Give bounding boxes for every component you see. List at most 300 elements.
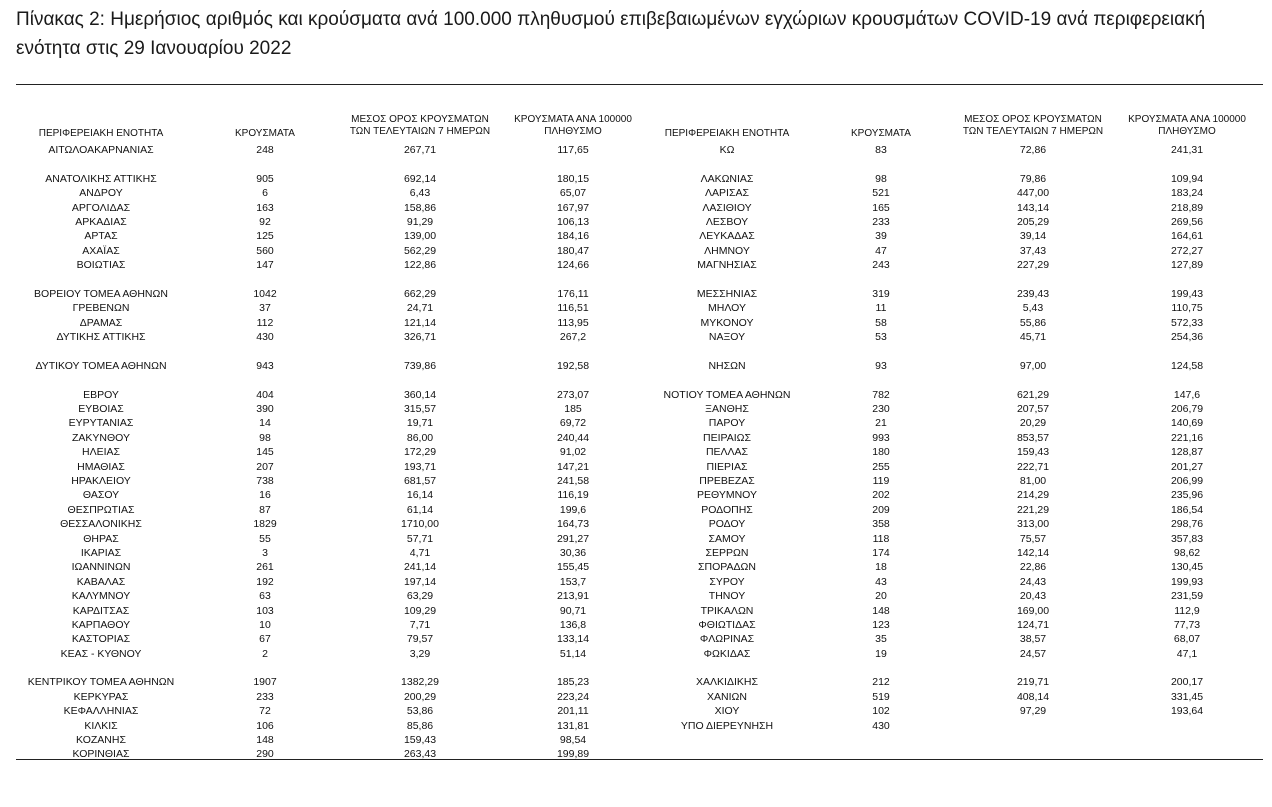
left-region-cell: ΗΡΑΚΛΕΙΟΥ: [71, 474, 131, 487]
right-cases-cell: 243: [872, 259, 890, 272]
right-avg7-cell: 143,14: [1016, 201, 1050, 214]
left-region-cell: ΘΕΣΣΑΛΟΝΙΚΗΣ: [60, 518, 142, 531]
header-per100k-right: [1112, 114, 1262, 138]
right-region-cell: ΤΗΝΟΥ: [708, 590, 746, 603]
right-region-cell: ΤΡΙΚΑΛΩΝ: [700, 604, 754, 617]
left-region-cell: ΑΙΤΩΛΟΑΚΑΡΝΑΝΙΑΣ: [48, 144, 154, 156]
left-avg7-cell: 326,71: [403, 331, 437, 344]
left-per100k-cell: 241,58: [556, 474, 590, 487]
table-row: [0, 172, 1272, 186]
table-row: [0, 143, 1272, 157]
right-region-cell: ΛΑΚΩΝΙΑΣ: [700, 172, 754, 185]
right-per100k-cell: 298,76: [1170, 518, 1204, 531]
left-per100k-cell: 201,11: [557, 705, 589, 718]
left-cases-cell: 63: [259, 590, 271, 603]
document-title: Πίνακας 2: Ημερήσιος αριθμός και κρούσματα ανά 100.000 πληθυσμού επιβεβαιωμένων εγχώριων κρουσμάτων COVID-19 ανά περιφερειακή ενότητα στις 29 Ιανουαρίου 2022: [16, 9, 1206, 59]
left-cases-cell: 261: [256, 561, 274, 574]
right-cases-cell: 209: [872, 503, 890, 516]
header-cases-left: ΚΡΟΥΣΜΑΤΑ: [235, 128, 295, 139]
left-cases-cell: 103: [256, 604, 274, 617]
right-avg7-cell: 214,29: [1016, 489, 1050, 502]
right-per100k-cell: 124,58: [1170, 359, 1204, 372]
left-region-cell: ΓΡΕΒΕΝΩΝ: [72, 302, 130, 315]
table-row: [0, 201, 1272, 215]
left-avg7-cell: 692,14: [403, 172, 437, 185]
left-region-cell: ΕΒΡΟΥ: [83, 388, 119, 401]
left-region-cell: ΑΡΤΑΣ: [84, 230, 118, 243]
left-avg7-cell: 3,29: [409, 647, 431, 660]
right-avg7-cell: 24,43: [1019, 575, 1047, 588]
table-row: [0, 675, 1272, 689]
left-per100k-cell: 147,21: [556, 460, 590, 473]
right-avg7-cell: 97,29: [1019, 705, 1047, 718]
right-cases-cell: 123: [872, 618, 890, 631]
left-cases-cell: 16: [259, 489, 271, 502]
left-avg7-cell: 121,14: [403, 316, 437, 329]
table-row: [0, 215, 1272, 229]
table-row: [0, 647, 1272, 661]
left-avg7-cell: 158,86: [403, 201, 437, 214]
right-cases-cell: 255: [872, 460, 890, 473]
table-row: [0, 719, 1272, 733]
right-cases-cell: 521: [872, 187, 890, 200]
header-avg-right-line2: ΤΩΝ ΤΕΛΕΥΤΑΙΩΝ 7 ΗΜΕΡΩΝ: [962, 126, 1104, 137]
left-per100k-cell: 180,47: [556, 244, 590, 257]
right-region-cell: ΧΙΟΥ: [714, 705, 740, 718]
right-per100k-cell: 206,79: [1170, 403, 1204, 416]
left-cases-cell: 147: [256, 259, 274, 272]
right-per100k-cell: 77,73: [1173, 618, 1201, 631]
left-region-cell: ΔΥΤΙΚΗΣ ΑΤΤΙΚΗΣ: [56, 331, 146, 344]
right-region-cell: ΧΑΛΚΙΔΙΚΗΣ: [696, 676, 758, 689]
right-region-cell: ΜΕΣΣΗΝΙΑΣ: [696, 287, 758, 300]
table-row: [0, 560, 1272, 574]
left-avg7-cell: 200,29: [403, 690, 437, 703]
right-cases-cell: 39: [875, 230, 887, 243]
right-region-cell: ΞΑΝΘΗΣ: [705, 403, 749, 416]
left-per100k-cell: 223,24: [556, 690, 590, 703]
right-region-cell: ΦΛΩΡΙΝΑΣ: [699, 633, 755, 646]
table-row: [0, 704, 1272, 718]
left-per100k-cell: 199,6: [559, 503, 587, 516]
left-region-cell: ΖΑΚΥΝΘΟΥ: [71, 431, 130, 444]
left-per100k-cell: 199,89: [556, 748, 590, 761]
left-per100k-cell: 180,15: [556, 172, 590, 185]
right-region-cell: ΠΕΛΛΑΣ: [705, 446, 749, 459]
left-avg7-cell: 360,14: [403, 388, 437, 401]
right-region-cell: ΛΗΜΝΟΥ: [704, 244, 750, 257]
header-region-right: ΠΕΡΙΦΕΡΕΙΑΚΗ ΕΝΟΤΗΤΑ: [664, 128, 790, 139]
left-region-cell: ΘΗΡΑΣ: [83, 532, 119, 545]
table-row: [0, 316, 1272, 330]
right-avg7-cell: 227,29: [1016, 259, 1050, 272]
left-region-cell: ΗΛΕΙΑΣ: [81, 446, 120, 459]
right-per100k-cell: 200,17: [1170, 676, 1204, 689]
table-row: [0, 258, 1272, 272]
right-per100k-cell: 201,27: [1170, 460, 1204, 473]
right-avg7-cell: 142,14: [1016, 546, 1050, 559]
right-cases-cell: 43: [875, 575, 887, 588]
right-cases-cell: 11: [875, 302, 887, 315]
right-avg7-cell: 20,29: [1019, 417, 1047, 430]
right-avg7-cell: 72,86: [1019, 144, 1047, 156]
left-per100k-cell: 113,95: [557, 316, 589, 329]
left-cases-cell: 6: [262, 187, 268, 200]
right-per100k-cell: 357,83: [1170, 532, 1204, 545]
left-cases-cell: 72: [259, 705, 271, 718]
right-region-cell: ΝΗΣΩΝ: [708, 359, 746, 372]
left-avg7-cell: 109,29: [403, 604, 437, 617]
left-per100k-cell: 155,45: [556, 561, 590, 574]
left-per100k-cell: 131,81: [556, 719, 590, 732]
left-cases-cell: 148: [256, 734, 274, 747]
right-per100k-cell: 112,9: [1174, 604, 1200, 617]
left-region-cell: ΚΕΦΑΛΛΗΝΙΑΣ: [63, 705, 139, 718]
right-cases-cell: 18: [875, 561, 887, 574]
right-avg7-cell: 169,00: [1016, 604, 1050, 617]
left-cases-cell: 112: [256, 316, 274, 329]
right-region-cell: ΥΠΟ ΔΙΕΡΕΥΝΗΣΗ: [680, 719, 774, 732]
header-per100k-left: [498, 114, 648, 138]
left-region-cell: ΑΡΓΟΛΙΔΑΣ: [71, 201, 131, 214]
right-cases-cell: 35: [875, 633, 887, 646]
right-region-cell: ΡΕΘΥΜΝΟΥ: [696, 489, 757, 502]
right-cases-cell: 993: [872, 431, 890, 444]
left-region-cell: ΚΟΖΑΝΗΣ: [76, 734, 126, 747]
left-per100k-cell: 51,14: [559, 647, 587, 660]
left-avg7-cell: 7,71: [409, 618, 431, 631]
right-cases-cell: 165: [872, 201, 890, 214]
left-avg7-cell: 193,71: [403, 460, 437, 473]
table-top-rule: [16, 84, 1263, 85]
left-avg7-cell: 159,43: [403, 734, 437, 747]
left-region-cell: ΘΕΣΠΡΩΤΙΑΣ: [67, 503, 135, 516]
right-per100k-cell: 186,54: [1170, 503, 1204, 516]
left-avg7-cell: 263,43: [403, 748, 437, 761]
left-per100k-cell: 90,71: [559, 604, 587, 617]
left-avg7-cell: 681,57: [403, 474, 437, 487]
right-per100k-cell: 241,31: [1170, 144, 1204, 156]
right-cases-cell: 102: [872, 705, 890, 718]
left-region-cell: ΒΟΙΩΤΙΑΣ: [76, 259, 126, 272]
left-per100k-cell: 65,07: [559, 187, 587, 200]
left-region-cell: ΚΕΝΤΡΙΚΟΥ ΤΟΜΕΑ ΑΘΗΝΩΝ: [27, 676, 175, 689]
right-avg7-cell: 159,43: [1016, 446, 1050, 459]
right-avg7-cell: 221,29: [1016, 503, 1050, 516]
header-cases-right: ΚΡΟΥΣΜΑΤΑ: [851, 128, 911, 139]
left-per100k-cell: 116,51: [557, 302, 589, 315]
right-region-cell: ΝΑΞΟΥ: [708, 331, 746, 344]
right-region-cell: ΠΙΕΡΙΑΣ: [706, 460, 748, 473]
left-avg7-cell: 662,29: [403, 287, 437, 300]
left-cases-cell: 390: [256, 403, 274, 416]
header-avg-right: [958, 114, 1108, 138]
left-cases-cell: 2: [262, 647, 268, 660]
right-avg7-cell: 37,43: [1019, 244, 1047, 257]
left-avg7-cell: 16,14: [406, 489, 434, 502]
table-row: [0, 604, 1272, 618]
right-per100k-cell: 164,61: [1170, 230, 1204, 243]
table-row: [0, 359, 1272, 373]
left-cases-cell: 233: [256, 690, 274, 703]
left-region-cell: ΚΑΒΑΛΑΣ: [76, 575, 126, 588]
left-per100k-cell: 291,27: [556, 532, 590, 545]
left-region-cell: ΙΚΑΡΙΑΣ: [80, 546, 122, 559]
left-avg7-cell: 91,29: [406, 215, 434, 228]
left-region-cell: ΕΥΡΥΤΑΝΙΑΣ: [68, 417, 134, 430]
left-per100k-cell: 192,58: [556, 359, 590, 372]
right-cases-cell: 319: [872, 287, 890, 300]
left-per100k-cell: 176,11: [557, 287, 589, 300]
right-per100k-cell: 331,45: [1170, 690, 1204, 703]
left-region-cell: ΑΝΑΤΟΛΙΚΗΣ ΑΤΤΙΚΗΣ: [45, 172, 157, 185]
left-per100k-cell: 116,19: [557, 489, 589, 502]
left-cases-cell: 943: [256, 359, 274, 372]
right-avg7-cell: 81,00: [1019, 474, 1047, 487]
right-per100k-cell: 183,24: [1170, 187, 1204, 200]
left-per100k-cell: 153,7: [559, 575, 587, 588]
right-per100k-cell: 193,64: [1170, 705, 1204, 718]
right-avg7-cell: 219,71: [1016, 676, 1050, 689]
right-avg7-cell: 408,14: [1016, 690, 1050, 703]
left-cases-cell: 37: [259, 302, 271, 315]
left-region-cell: ΑΝΔΡΟΥ: [79, 187, 123, 200]
left-avg7-cell: 53,86: [406, 705, 434, 718]
right-region-cell: ΣΕΡΡΩΝ: [705, 546, 749, 559]
right-per100k-cell: 147,6: [1173, 388, 1201, 401]
right-avg7-cell: 239,43: [1016, 287, 1050, 300]
left-per100k-cell: 240,44: [556, 431, 590, 444]
table-row: [0, 618, 1272, 632]
left-per100k-cell: 273,07: [556, 388, 590, 401]
left-avg7-cell: 24,71: [406, 302, 434, 315]
row-spacer: [0, 273, 1272, 287]
left-cases-cell: 207: [256, 460, 274, 473]
right-avg7-cell: 75,57: [1019, 532, 1047, 545]
table-row: [0, 488, 1272, 502]
left-cases-cell: 1042: [253, 287, 277, 300]
right-avg7-cell: 39,14: [1019, 230, 1047, 243]
table-row: [0, 388, 1272, 402]
table-row: [0, 532, 1272, 546]
right-cases-cell: 98: [875, 172, 887, 185]
left-per100k-cell: 213,91: [556, 590, 590, 603]
left-avg7-cell: 122,86: [403, 259, 437, 272]
table-row: [0, 301, 1272, 315]
left-avg7-cell: 86,00: [406, 431, 434, 444]
left-region-cell: ΑΡΚΑΔΙΑΣ: [75, 215, 127, 228]
right-cases-cell: 358: [872, 518, 890, 531]
left-cases-cell: 248: [256, 144, 274, 156]
header-avg-left-line1: ΜΕΣΟΣ ΟΡΟΣ ΚΡΟΥΣΜΑΤΩΝ: [351, 114, 489, 125]
row-spacer: [0, 344, 1272, 358]
right-avg7-cell: 20,43: [1019, 590, 1047, 603]
left-per100k-cell: 136,8: [559, 618, 587, 631]
table-row: [0, 402, 1272, 416]
right-per100k-cell: 68,07: [1173, 633, 1201, 646]
right-per100k-cell: 199,93: [1170, 575, 1204, 588]
right-region-cell: ΣΑΜΟΥ: [708, 532, 746, 545]
table-row: [0, 431, 1272, 445]
right-avg7-cell: 124,71: [1016, 618, 1050, 631]
right-per100k-cell: 128,87: [1170, 446, 1204, 459]
right-cases-cell: 233: [872, 215, 890, 228]
right-avg7-cell: 5,43: [1022, 302, 1044, 315]
right-cases-cell: 230: [872, 403, 890, 416]
right-region-cell: ΡΟΔΟΠΗΣ: [701, 503, 753, 516]
left-avg7-cell: 6,43: [409, 187, 431, 200]
table-row: [0, 287, 1272, 301]
left-cases-cell: 404: [256, 388, 274, 401]
left-cases-cell: 106: [256, 719, 274, 732]
left-region-cell: ΚΙΛΚΙΣ: [84, 719, 118, 732]
left-avg7-cell: 63,29: [406, 590, 434, 603]
right-per100k-cell: 130,45: [1170, 561, 1204, 574]
table-row: [0, 416, 1272, 430]
right-region-cell: ΣΥΡΟΥ: [709, 575, 745, 588]
left-avg7-cell: 19,71: [406, 417, 434, 430]
right-avg7-cell: 55,86: [1019, 316, 1047, 329]
left-per100k-cell: 106,13: [556, 215, 590, 228]
right-per100k-cell: 231,59: [1170, 590, 1204, 603]
right-cases-cell: 180: [872, 446, 890, 459]
left-cases-cell: 738: [256, 474, 274, 487]
table-row: [0, 460, 1272, 474]
left-avg7-cell: 4,71: [409, 546, 431, 559]
left-cases-cell: 430: [256, 331, 274, 344]
table-row: [0, 229, 1272, 243]
right-cases-cell: 119: [872, 474, 890, 487]
right-per100k-cell: 254,36: [1170, 331, 1204, 344]
table-bottom-rule: [16, 759, 1263, 760]
right-per100k-cell: 199,43: [1170, 287, 1204, 300]
right-avg7-cell: 97,00: [1019, 359, 1047, 372]
left-region-cell: ΚΑΣΤΟΡΙΑΣ: [71, 633, 131, 646]
left-region-cell: ΚΑΡΠΑΘΟΥ: [71, 618, 131, 631]
left-cases-cell: 1907: [253, 676, 277, 689]
table-row: [0, 445, 1272, 459]
table-row: [0, 330, 1272, 344]
table-row: [0, 575, 1272, 589]
table-row: [0, 503, 1272, 517]
left-per100k-cell: 133,14: [556, 633, 590, 646]
left-per100k-cell: 30,36: [559, 546, 587, 559]
right-per100k-cell: 47,1: [1176, 647, 1198, 660]
left-per100k-cell: 69,72: [559, 417, 587, 430]
right-region-cell: ΠΡΕΒΕΖΑΣ: [699, 474, 755, 487]
right-cases-cell: 519: [872, 690, 890, 703]
table-row: [0, 474, 1272, 488]
right-region-cell: ΧΑΝΙΩΝ: [707, 690, 747, 703]
right-avg7-cell: 447,00: [1016, 187, 1050, 200]
right-region-cell: ΜΗΛΟΥ: [708, 302, 746, 315]
right-cases-cell: 118: [872, 532, 890, 545]
right-region-cell: ΠΑΡΟΥ: [708, 417, 746, 430]
table-row: [0, 733, 1272, 747]
header-region-left: ΠΕΡΙΦΕΡΕΙΑΚΗ ΕΝΟΤΗΤΑ: [38, 128, 164, 139]
table-row: [0, 589, 1272, 603]
right-per100k-cell: 206,99: [1170, 474, 1204, 487]
right-region-cell: ΛΑΣΙΘΙΟΥ: [702, 201, 752, 214]
left-cases-cell: 92: [259, 215, 271, 228]
table-row: [0, 546, 1272, 560]
table-body: [0, 143, 1272, 762]
right-cases-cell: 58: [875, 316, 887, 329]
header-avg-right-line1: ΜΕΣΟΣ ΟΡΟΣ ΚΡΟΥΣΜΑΤΩΝ: [964, 114, 1102, 125]
left-avg7-cell: 79,57: [406, 633, 434, 646]
left-cases-cell: 87: [259, 503, 271, 516]
left-per100k-cell: 164,73: [556, 518, 590, 531]
left-region-cell: ΒΟΡΕΙΟΥ ΤΟΜΕΑ ΑΘΗΝΩΝ: [34, 287, 168, 300]
left-region-cell: ΔΥΤΙΚΟΥ ΤΟΜΕΑ ΑΘΗΝΩΝ: [35, 359, 167, 372]
left-region-cell: ΘΑΣΟΥ: [82, 489, 120, 502]
left-avg7-cell: 241,14: [403, 561, 437, 574]
right-per100k-cell: 109,94: [1170, 172, 1204, 185]
left-region-cell: ΗΜΑΘΙΑΣ: [77, 460, 125, 473]
left-region-cell: ΕΥΒΟΙΑΣ: [78, 403, 124, 416]
right-cases-cell: 21: [875, 417, 887, 430]
left-per100k-cell: 167,97: [556, 201, 590, 214]
right-per100k-cell: 218,89: [1170, 201, 1204, 214]
left-avg7-cell: 1710,00: [401, 518, 439, 531]
left-region-cell: ΑΧΑΪΑΣ: [82, 244, 120, 257]
row-spacer: [0, 661, 1272, 675]
left-region-cell: ΙΩΑΝΝΙΝΩΝ: [71, 561, 131, 574]
right-region-cell: ΝΟΤΙΟΥ ΤΟΜΕΑ ΑΘΗΝΩΝ: [663, 388, 791, 401]
left-region-cell: ΚΕΑΣ - ΚΥΘΝΟΥ: [60, 647, 142, 660]
left-avg7-cell: 57,71: [406, 532, 434, 545]
right-per100k-cell: 221,16: [1170, 431, 1204, 444]
left-cases-cell: 192: [256, 575, 274, 588]
table-row: [0, 632, 1272, 646]
table-row: [0, 690, 1272, 704]
left-per100k-cell: 185,23: [556, 676, 590, 689]
right-avg7-cell: 222,71: [1016, 460, 1050, 473]
right-cases-cell: 93: [875, 359, 887, 372]
right-avg7-cell: 313,00: [1016, 518, 1050, 531]
header-per100k-right-line1: ΚΡΟΥΣΜΑΤΑ ΑΝΑ 100000: [1128, 114, 1246, 125]
right-avg7-cell: 24,57: [1019, 647, 1047, 660]
right-region-cell: ΛΑΡΙΣΑΣ: [705, 187, 749, 200]
left-cases-cell: 163: [256, 201, 274, 214]
left-cases-cell: 905: [256, 172, 274, 185]
header-per100k-right-line2: ΠΛΗΘΥΣΜΟ: [1158, 126, 1216, 137]
left-per100k-cell: 98,54: [559, 734, 587, 747]
table-row: [0, 517, 1272, 531]
right-avg7-cell: 207,57: [1016, 403, 1050, 416]
right-per100k-cell: 235,96: [1170, 489, 1204, 502]
right-per100k-cell: 98,62: [1173, 546, 1201, 559]
header-per100k-left-line1: ΚΡΟΥΣΜΑΤΑ ΑΝΑ 100000: [514, 114, 632, 125]
right-cases-cell: 782: [872, 388, 890, 401]
header-avg-left-line2: ΤΩΝ ΤΕΛΕΥΤΑΙΩΝ 7 ΗΜΕΡΩΝ: [349, 126, 491, 137]
left-cases-cell: 145: [256, 446, 274, 459]
left-avg7-cell: 197,14: [403, 575, 437, 588]
right-avg7-cell: 621,29: [1016, 388, 1050, 401]
table-row: [0, 244, 1272, 258]
left-avg7-cell: 562,29: [403, 244, 437, 257]
right-region-cell: ΦΘΙΩΤΙΔΑΣ: [698, 618, 756, 631]
left-avg7-cell: 739,86: [403, 359, 437, 372]
left-cases-cell: 67: [259, 633, 271, 646]
left-avg7-cell: 139,00: [403, 230, 437, 243]
left-cases-cell: 10: [259, 618, 271, 631]
left-region-cell: ΚΟΡΙΝΘΙΑΣ: [72, 748, 130, 761]
left-per100k-cell: 185: [564, 403, 582, 416]
left-cases-cell: 290: [256, 748, 274, 761]
left-per100k-cell: 124,66: [556, 259, 590, 272]
left-cases-cell: 14: [259, 417, 271, 430]
